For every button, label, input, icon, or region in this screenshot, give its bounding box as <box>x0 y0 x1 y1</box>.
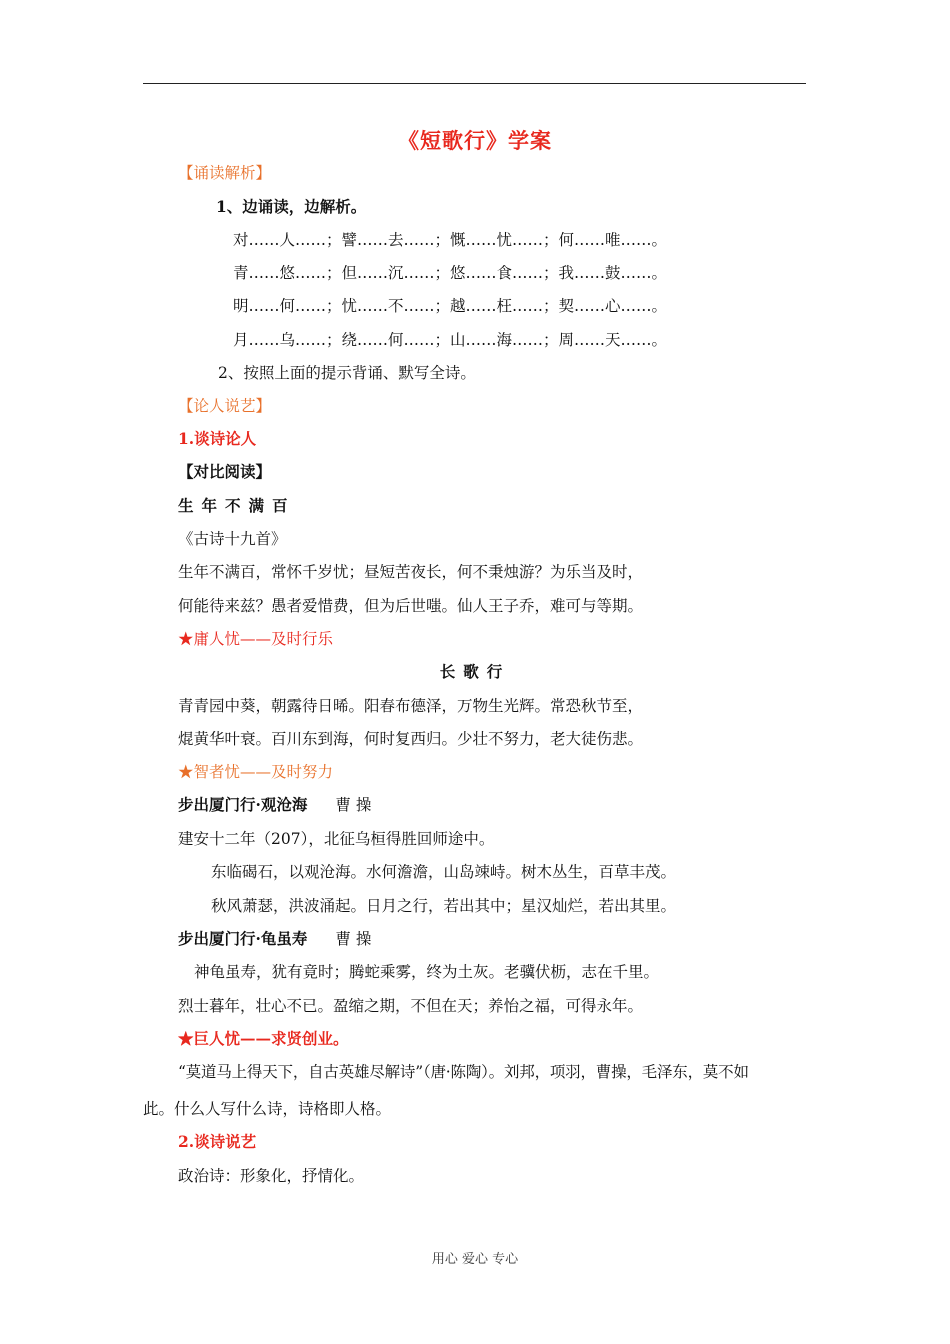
poem4-heading <box>178 929 371 949</box>
hint-line-4: 月……乌……；绕……何……；山……海……；周……天……。 <box>233 331 668 349</box>
recite-item-2: 2、按照上面的提示背诵、默写全诗。 <box>218 364 476 382</box>
page-footer: 用心 爱心 专心 <box>431 1252 519 1267</box>
note-3: ★巨人忧——求贤创业。 <box>178 1029 349 1048</box>
poem2-title: 长歌行 <box>439 662 511 681</box>
poem3-author: 曹 操 <box>335 796 372 814</box>
header-rule <box>143 83 806 84</box>
poem4-line-1: 神龟虽寿，犹有竟时；腾蛇乘雾，终为土灰。老骥伏枥，志在千里。 <box>194 963 660 981</box>
recite-item-1: 1、边诵读，边解析。 <box>216 197 367 216</box>
poem3-heading <box>178 795 371 815</box>
poem2-line-1: 青青园中葵，朝露待日晞。阳春布德泽，万物生光辉。常恐秋节至， <box>178 697 644 715</box>
poem1-line-2: 何能待来兹？愚者爱惜费，但为后世嗤。仙人王子乔，难可与等期。 <box>178 597 644 615</box>
page-title: 《短歌行》学案 <box>398 128 552 153</box>
political-poetry-note: 政治诗：形象化，抒情化。 <box>178 1167 365 1185</box>
subsection-2: 2.谈诗说艺 <box>178 1132 257 1151</box>
poem2-line-2: 焜黄华叶衰。百川东到海，何时复西归。少壮不努力，老大徒伤悲。 <box>178 730 644 748</box>
poem4-title: 步出厦门行·龟虽寿 <box>178 929 308 948</box>
note-2: ★智者忧——及时努力 <box>178 763 334 781</box>
quote-line-1: “莫道马上得天下，自古英雄尽解诗”（唐·陈陶）。刘邦，项羽，曹操，毛泽东，莫不如 <box>178 1063 749 1081</box>
hint-line-1: 对……人……；譬……去……；慨……忧……；何……唯……。 <box>233 231 668 249</box>
section-header-recite: 【诵读解析】 <box>178 164 272 182</box>
compare-reading-label: 【对比阅读】 <box>178 462 272 481</box>
poem3-context: 建安十二年（207），北征乌桓得胜回师途中。 <box>178 830 495 848</box>
quote-line-2: 此。什么人写什么诗，诗格即人格。 <box>143 1100 392 1118</box>
note-1: ★庸人忧——及时行乐 <box>178 630 334 648</box>
poem3-title: 步出厦门行·观沧海 <box>178 795 308 814</box>
poem3-line-1: 东临碣石，以观沧海。水何澹澹，山岛竦峙。树木丛生，百草丰茂。 <box>211 863 677 881</box>
hint-line-2: 青……悠……；但……沉……；悠……食……；我……鼓……。 <box>233 264 668 282</box>
poem4-author: 曹 操 <box>335 930 372 948</box>
poem4-line-2: 烈士暮年，壮心不已。盈缩之期，不但在天；养怡之福，可得永年。 <box>178 997 644 1015</box>
subsection-1: 1.谈诗论人 <box>178 429 257 448</box>
poem1-line-1: 生年不满百，常怀千岁忧；昼短苦夜长，何不秉烛游？为乐当及时， <box>178 563 644 581</box>
hint-line-3: 明……何……；忧……不……；越……枉……；契……心……。 <box>233 297 668 315</box>
poem3-line-2: 秋风萧瑟，洪波涌起。日月之行，若出其中；星汉灿烂，若出其里。 <box>211 897 677 915</box>
poem1-source: 《古诗十九首》 <box>178 530 287 548</box>
section-header-discuss: 【论人说艺】 <box>178 397 272 415</box>
poem1-title: 生年不满百 <box>178 496 296 515</box>
